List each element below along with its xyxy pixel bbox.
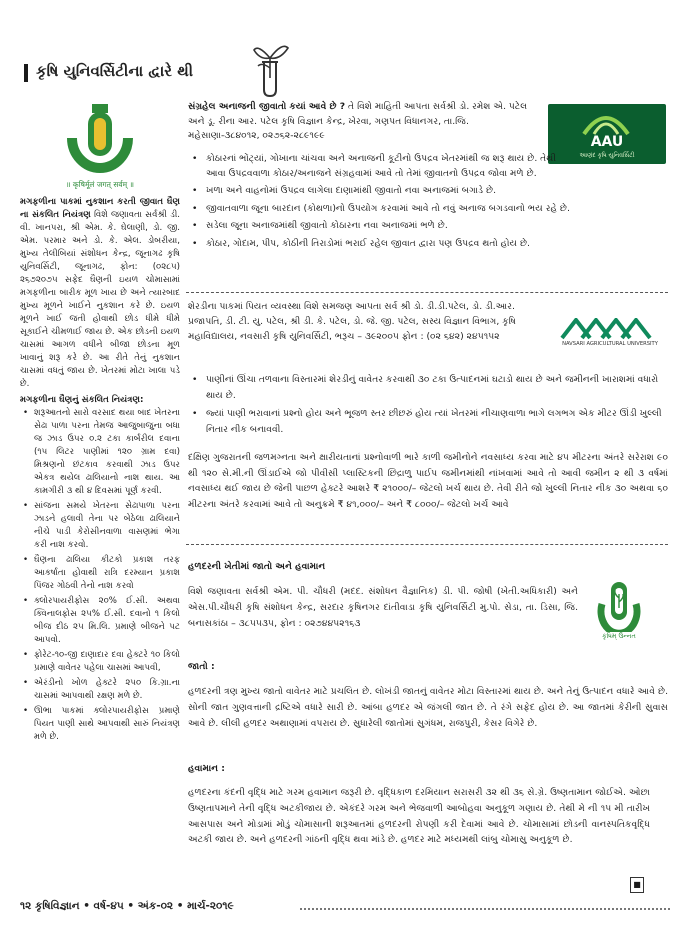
intro-paragraph xyxy=(20,196,180,391)
list-item: • ઊભા પાકમાં ક્લોરપાયરીફોસ પ્રમાણે પિયત પાણી સાથે આપવાથી સારું નિયંત્રણ મળે છે. xyxy=(20,705,180,744)
section-divider xyxy=(186,544,668,545)
section1-intro xyxy=(188,100,543,144)
list-item: • ખળા અને વાહનોમાં ઉપદ્રવ લાગેલા દાણામાંથી જીવાતો નવા અનાજમાં બગાડે છે. xyxy=(188,184,668,199)
footer-dotted-rule xyxy=(300,908,670,910)
aau-logo-subtext: આણંદ કૃષિ યુનિવર્સિટી xyxy=(579,152,635,159)
section-divider xyxy=(186,292,668,293)
climate-heading: હવામાન : xyxy=(188,763,225,774)
section2-list xyxy=(188,372,670,437)
section3-heading: હળદરની ખેતીમાં જાતો અને હવામાન xyxy=(188,561,326,572)
list-item: • ઘૈણના ઢાલિયા કીટકો પ્રકાશ તરફ આકર્ષાતા હોવાથી રાત્રિ દરમ્યાન પ્રકાશ પિંજર ગોઠવી તેનો નાશ કરવો xyxy=(20,554,180,593)
list-item: • કોઠારનાં ભોંટ્યાં, ગોખાના ચાંચવા અને અનાજની કૂટીનો ઉપદ્રવ ખેતરમાંથી જ શરૂ થાય છે. તેથી આવા ઉપદ્રવવાળા કોઠાર/અનાજને સંગ્રહવામાં આવે તો તેમાં જીવાતનો ઉપદ્રવ જોવા મળે છે. xyxy=(188,152,668,181)
jau-logo-caption: ॥ कृषिर्मूलं जगत् सर्वम् ॥ xyxy=(66,180,134,189)
end-mark-icon: ■ xyxy=(630,877,644,893)
list-item: • જીવાતવાળા જૂના બારદાન (કોથળા)નો ઉપયોગ કરવામાં આવે તો નવું અનાજ બગડવાનો ભય રહે છે. xyxy=(188,202,668,217)
list-item: • એરંડીનો ખોળ હેક્ટરે ૨૫૦ કિ.ગ્રા.ના ચાસમાં આપવાથી રક્ષણ મળે છે. xyxy=(20,677,180,703)
intro-text: વિશે જણાવતા સર્વશ્રી ડી. વી. ખાનપરા, શ્રી એમ. કે. ઘેલાણી, ડો. જી. એમ. પરમાર અને ડો. કે. એલ. ડોબરીયા, મુખ્ય તેલીબિયાં સંશોધન કેન્દ્ર, જૂનાગઢ કૃષિ યુનિવર્સિટી, જૂનાગઢ, ફોન: (૦૨૮૫) ૨૬૭૨૦૭૫ સફેદ ઘૈણની ઇયળ ચોમાસામાં મગફળીના બારીક મૂળ ખાય છે અને ત્યારબાદ મુખ્ય મૂળને ખાઈને નુકશાન કરે છે. ઇયળ મૂળને ખાઈ જતી હોવાથી છોડ ધીમે ધીમે સૂકાઈને ચીમળાઈ જાય છે. એક છોડની ઇયળ ચાસમાં આગળ વધીને બીજા છોડના મૂળ ખાવાનું શરૂ કરે છે. આ રીતે તેનું નુકશાન ચાસમાં વધતું જાય છે. ખેતરમાં મોટા ખાલા પડે છે. xyxy=(20,210,181,389)
jau-logo xyxy=(62,98,138,178)
climate-text: હળદરના કંદની વૃદ્ધિ માટે ગરમ હવામાન જરૂરી છે. વૃદ્ધિકાળ દરમિયાન સરાસરી ૩૨ થી ૩૬ સે.ગ્રે. ઉષ્ણતામાન જોઈએ. ઓછા ઉષ્ણતાપમાને તેની વૃદ્ધિ અટકીજાય છે. એકંદરે ગરમ અને ભેજવાળી આબોહવા અનુકૂળ ગણાય છે. તેથી મે ની ૧૫ મી તારીખ આસપાસ અને મોડામાં મોડું ચોમાસાની શરૂઆતમાં હળદરની રોપણી કરી દેવામાં આવે છે. ચોમાસામાં છોડની વાનસ્પતિકવૃદ્ધિ અટકી જાય છે. અને હળદરની ગાંઠની વૃદ્ધિ થવા માંડે છે. હળદર માટે મધ્યમથી લાંબુ ચોમાસુ અનુકૂળ છે. xyxy=(188,787,650,846)
section3-intro: વિશે જણાવતા સર્વશ્રી એમ. પી. ચૌધરી (મદદ. સંશોધન વૈજ્ઞાનિક) ડી. પી. જોષી (ખેતી.અધિકારી) અને એસ.પી.ચૌધરી કૃષિ સંશોધન કેન્દ્ર, સરદાર કૃષિનગર દાંતીવાડા કૃષિ યુનિવર્સિટી મુ.પો. સેડા, તા. ડિસા, જિ. બનાસકાંઠા – ૩૮૫૫૩૫, ફોન : ૦૨૭૪૪૫૨૧૬૩ xyxy=(188,586,578,629)
list-item: • પાણીનાં ઊંચા તળવાના વિસ્તારમાં શેરડીનું વાવેતર કરવાથી ૩૦ ટકા ઉત્પાદનમાં ઘટાડો થાય છે અને જમીનની ખારાશમાં વધારો થાય છે. xyxy=(188,372,670,403)
aau-logo-text: AAU xyxy=(590,134,624,150)
section2-list-wrap xyxy=(188,372,670,440)
varieties-text: હળદરની ત્રણ મુખ્ય જાતો વાવેતર માટે પ્રચલિત છે. લોખંડી જાતનું વાવેતર મોટા વિસ્તારમાં થાય છે. અને તેનું ઉત્પાદન વધારે આવે છે. સોની જાત ગુણવત્તાની દ્રષ્ટિએ વધારે સારી છે. આંબા હળદર એ જંગલી જાત છે. તે રંગે સફેદ હોય છે. આ જાતમાં કેરીની સુવાસ આવે છે. લીલી હળદર અથાણામાં વપરાય છે. સુધારેલી જાતોમાં સુગંધમ, રાજપુરી, કેસર વિગેરે છે. xyxy=(188,686,668,729)
control-list xyxy=(20,407,180,744)
section1-list-wrap xyxy=(188,152,668,254)
list-item: • સાંજના સમયે ખેતરના સેઢાપાળા પરના ઝાડને હલાવી તેના પર બેઠેલા ઢાલિયાને નીચે પાડી કેરોસીનવાળા વાસણમાં ભેગા કરી નાશ કરવો. xyxy=(20,500,180,552)
list-item: • ક્લોરપાયરીફોસ ૨૦% ઈ.સી. અથવા ક્વિનાલફોસ ૨૫% ઈ.સી. દવાનો ૧ કિલો બીજ દીઠ ૨૫ મિ.લિ. પ્રમાણે બીજને પટ આપવો. xyxy=(20,595,180,647)
left-column xyxy=(20,196,180,746)
page-title: કૃષિ યુનિવર્સિટીના દ્વારે થી xyxy=(36,62,194,80)
control-heading: મગફળીના ઘૈણનું સંકલિત નિયંત્રણ: xyxy=(20,395,144,405)
page-footer: ૧૨ કૃષિવિજ્ઞાન • વર્ષ-૪૫ • અંક-૦૨ • માર્ચ-૨૦૧૯ xyxy=(20,900,234,912)
intro-heading: મગફળીના પાકમાં નુકશાન કરતી જીવાત ઘૈણ ના સંકલિત નિયંત્રણ xyxy=(20,197,180,220)
section1-intro-text: તે વિશે માહિતી આપતા સર્વશ્રી ડો. રમેશ એ. પટેલ અને ડૂ. રીના આર. પટેલ કૃષિ વિજ્ઞાન કેન્દ્ર, ખેરવા, ગણપત વિધાનગર, તા.જિ. મહેસાણા-૩૮૪૦૧૨, ૦૨૭૬૨-૨૮૯૧૯૯ xyxy=(188,101,528,141)
list-item: • શરૂઆતનો સારો વરસાદ થયા બાદ ખેતરના સેઢા પાળા પરના તેમજ આજુબાજુના બધા જ ઝાડ ઉપર ૦.૨ ટકા કાર્બરીલ દવાના (૧૫ લિટર પાણીમાં ૧૨૦ ગ્રામ દવા) મિશ્રણનો છંટકાવ કરવાથી ઝાડ ઉપર એકત્ર થયેલ ઢાલિયાનો નાશ થાય. આ કામગીરી ૩ થી ૪ દિવસમાં પૂર્ણ કરવી. xyxy=(20,407,180,498)
nau-logo-caption: NAVSARI AGRICULTURAL UNIVERSITY xyxy=(562,341,658,347)
list-item: • સડેલા જૂના અનાજમાંથી જીવાતો કોઠારના નવા અનાજમાં ભળે છે. xyxy=(188,219,668,234)
list-item: • કોઠાર, ગોદામ, પીપ, કોઠીની તિરાડોમાં ભરાઈ રહેલ જીવાત દ્વારા પણ ઉપદ્રવ થતો હોય છે. xyxy=(188,237,668,252)
list-item: • ફોરેટ-૧૦-જી દાણાદાર દવા હેક્ટરે ૧૦ કિલો પ્રમાણે વાવેતર પહેલા ચાસમાં આપવી, xyxy=(20,649,180,675)
section1-heading: સંગ્રહેલ અનાજની જીવાતો કયાં આવે છે ? xyxy=(188,101,346,112)
nau-logo xyxy=(560,318,660,340)
sdau-logo xyxy=(594,576,644,632)
section1-list xyxy=(188,152,668,251)
list-item: • જ્યાં પાણી ભરાવાનાં પ્રશ્નો હોય અને ભૂજળ સ્તર છીછરું હોય ત્યાં ખેતરમાં નીચાણવાળા ભાગે લગભગ એક મીટર ઊંડી ખુલ્લી નિતાર નીક બનાવવી. xyxy=(188,406,670,437)
section2-paragraph: દક્ષિણ ગુજરાતની જળમગ્નતા અને ક્ષારીયતાનાં પ્રશ્નોવાળી ભારે કાળી જમીનોને નવસાધ્ય કરવા માટે ૪૫ મીટરના અંતરે સરેરાશ ૯૦ થી ૧૨૦ સે.મી.ની ઊંડાઈએ જો પીવીસી પ્લાસ્ટિકની છિદ્રાળુ પાઈપ જમીનમાંથી નાંખવામાં આવે તો આવી જમીન ૨ થી ૩ વર્ષમાં નવસાધ્ય થઈ જાય છે જેની પાછળ હેક્ટરે આશરે ₹ ૨૧૦૦૦/– જેટલો ખર્ચ થાય છે. તેવી રીતે જો ખુલ્લી નિતાર નીક ૩૦ અથવા ૬૦ મીટરના અંતરે કરવામાં આવે તો અનુક્રમે ₹ ૪૧,૦૦૦/– અને ₹ ૮૦૦૦/– જેટલો ખર્ચ આવે xyxy=(188,452,668,510)
varieties-heading: જાતો : xyxy=(188,661,215,672)
seedling-tube-icon xyxy=(248,40,292,98)
header-accent-bar xyxy=(24,64,28,82)
section2-intro: શેરડીના પાકમાં પિયત વ્યવસ્થા વિશે સમજણ આપતા સર્વ શ્રી ડો. ડી.ડી.પટેલ, ડો. ડી.આર. પ્રજાપતિ, ડી. ટી. યુ. પટેલ, શ્રી ડી. કે. પટેલ, ડો. જે. જી. પટેલ, સસ્ય વિજ્ઞાન વિભાગ, કૃષિ મહાવિદ્યાલય, નવસારી કૃષિ યુનિવર્સિટી, ભરૂચ – ૩૯૨૦૦૫ ફોન : (૦૨ ૬૪૨) ૨૪૫૧૫૨ xyxy=(188,301,516,342)
sdau-logo-caption: કૃષિમ્ ઉન્નત xyxy=(602,632,636,640)
